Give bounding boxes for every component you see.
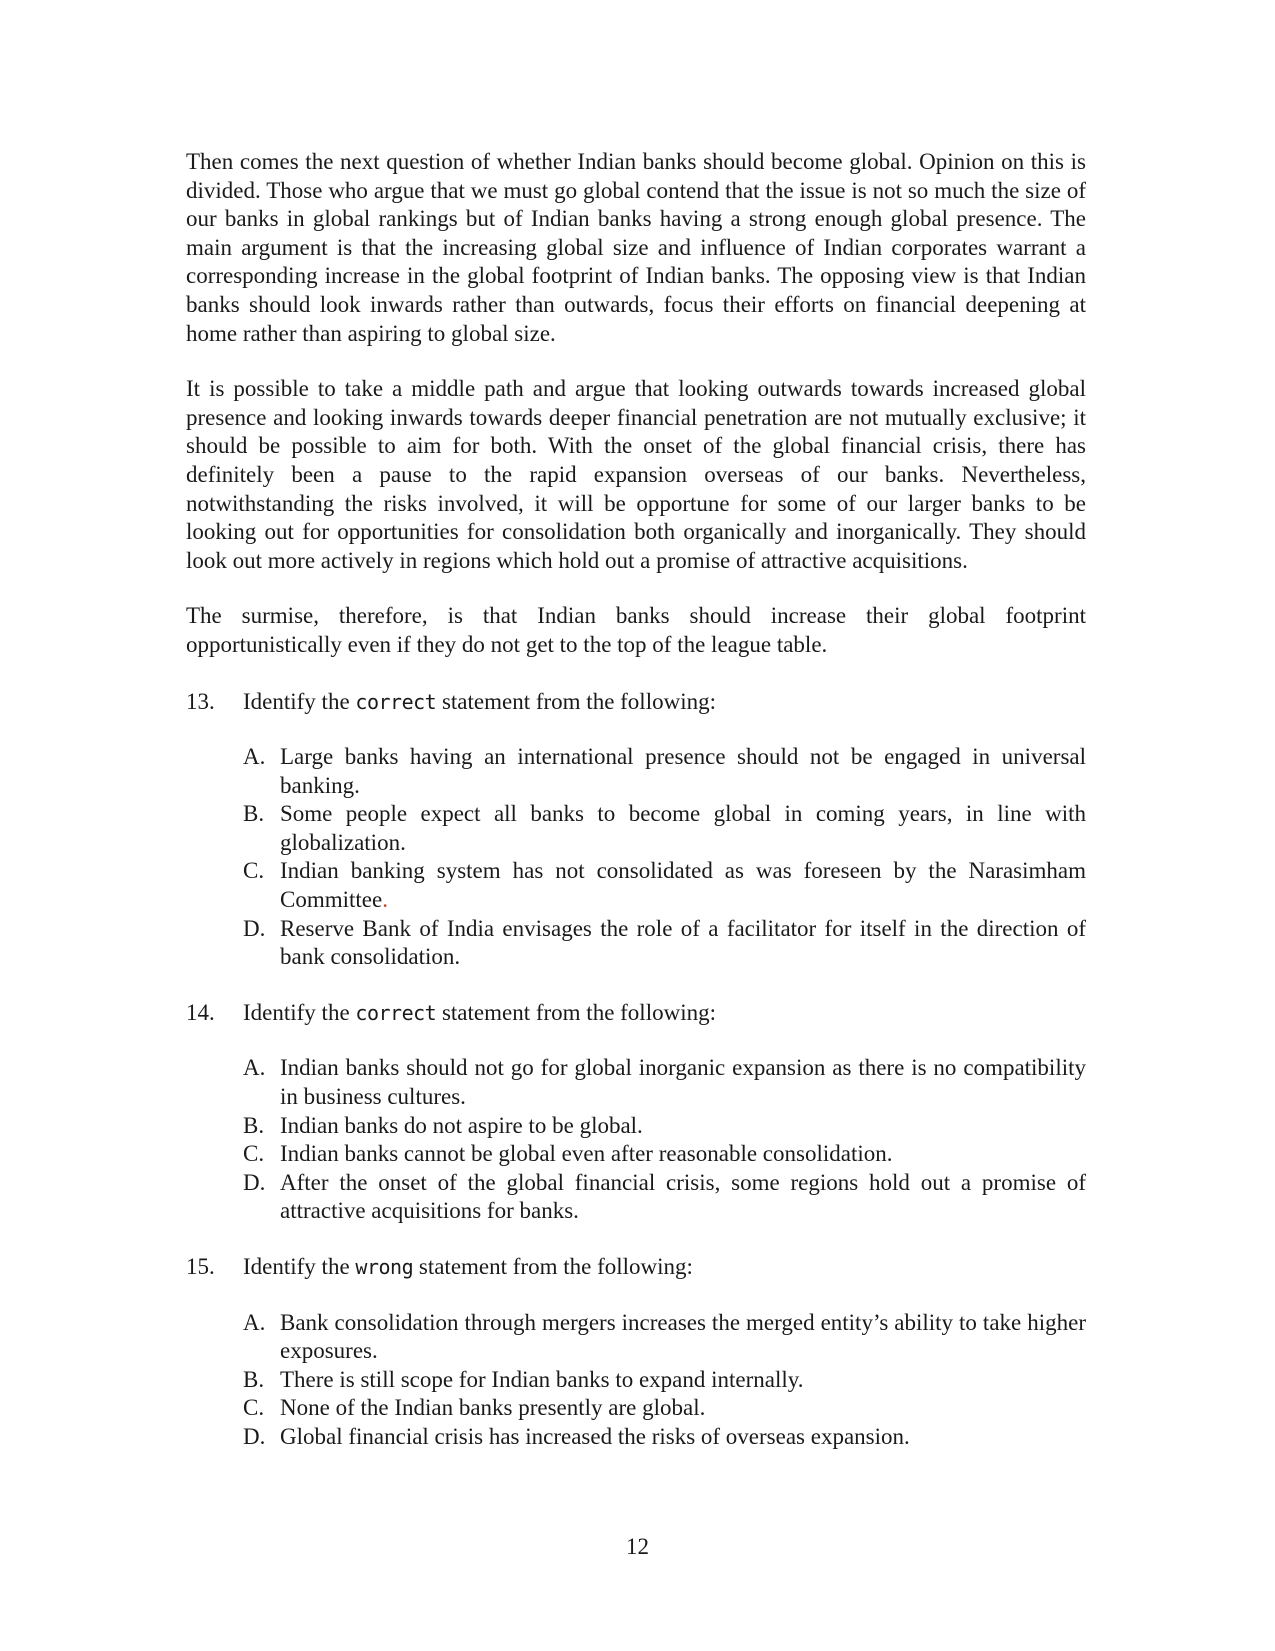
options-list xyxy=(243,1054,1086,1226)
option-a xyxy=(243,1309,1086,1366)
option-letter: B. xyxy=(243,1112,265,1138)
option-d xyxy=(243,1423,1086,1452)
option-letter: C. xyxy=(243,858,265,884)
option-text: After the onset of the global financial crisis, some regions hold out a promise of attractive acquisitions for banks. xyxy=(280,1169,1086,1224)
stem-prefix: Identify the xyxy=(243,999,350,1025)
option-c xyxy=(243,1140,1086,1169)
option-trailing-dot: . xyxy=(382,887,388,913)
option-letter: B. xyxy=(243,1366,265,1392)
question-text xyxy=(243,688,1086,717)
option-text: Indian banks do not aspire to be global. xyxy=(280,1112,643,1138)
option-letter: C. xyxy=(243,1141,265,1167)
options-list xyxy=(243,1309,1086,1452)
question-13 xyxy=(186,688,1086,972)
question-number: 15. xyxy=(186,1254,215,1279)
stem-suffix: statement from the following: xyxy=(418,1254,693,1279)
option-text: Large banks having an international presence should not be engaged in universal banking. xyxy=(280,744,1086,798)
question-number: 13. xyxy=(186,688,215,714)
option-d xyxy=(243,1169,1086,1226)
paragraph: Then comes the next question of whether Indian banks should become global. Opinion on this is divided. Those who argue that we must go global contend that the issue is not so much the size of our banks in global rankings but of Indian banks having a strong enough global presence. The main argument is that the increasing global size and influence of Indian corporates warrant a corresponding increase in the global footprint of Indian banks. The opposing view is that Indian banks should look inwards rather than outwards, focus their efforts on financial deepening at home rather than aspiring to global size. xyxy=(186,149,1086,346)
option-letter: D. xyxy=(243,1423,266,1449)
option-letter: D. xyxy=(243,1169,266,1195)
option-letter: A. xyxy=(243,1055,266,1081)
option-text: Indian banking system has not consolidated as was foreseen by the Narasimham Committee xyxy=(280,858,1086,913)
options-list xyxy=(243,743,1086,972)
option-text: Indian banks cannot be global even after reasonable consolidation. xyxy=(280,1141,893,1167)
question-text xyxy=(243,999,1086,1028)
option-text: Some people expect all banks to become global in coming years, in line with globalization. xyxy=(280,801,1086,855)
question-stem xyxy=(186,1253,1086,1282)
option-text: Indian banks should not go for global inorganic expansion as there is no compatibility in business cultures. xyxy=(280,1055,1086,1110)
option-letter: A. xyxy=(243,744,266,770)
stem-prefix: Identify the xyxy=(243,1254,350,1279)
option-text: Bank consolidation through mergers increases the merged entity’s ability to take higher exposures. xyxy=(280,1309,1086,1364)
option-b xyxy=(243,1366,1086,1395)
option-letter: A. xyxy=(243,1309,266,1335)
option-b xyxy=(243,800,1086,857)
stem-suffix: statement from the following: xyxy=(441,688,716,714)
paragraph: The surmise, therefore, is that Indian banks should increase their global footprint opportunistically even if they do not get to the top of the league table. xyxy=(186,603,1086,657)
question-14 xyxy=(186,999,1086,1226)
option-b xyxy=(243,1112,1086,1141)
option-text-wrapper xyxy=(280,857,1086,914)
question-stem xyxy=(186,688,1086,717)
option-text: Reserve Bank of India envisages the role of a facilitator for itself in the direction of bank consolidation. xyxy=(280,915,1086,970)
option-text: Global financial crisis has increased the risks of overseas expansion. xyxy=(280,1423,910,1449)
stem-prefix: Identify the xyxy=(243,688,350,714)
paragraph: It is possible to take a middle path and argue that looking outwards towards increased global presence and looking inwards towards deeper financial penetration are not mutually exclusive; it should be possible to aim for both. With the onset of the global financial crisis, there has definitely been a pause to the rapid expansion overseas of our banks. Nevertheless, notwithstanding the risks involved, it will be opportune for some of our larger banks to be looking out for opportunities for consolidation both organically and inorganically. They should look out more actively in regions which hold out a promise of attractive acquisitions. xyxy=(186,376,1086,573)
question-stem xyxy=(186,999,1086,1028)
option-c xyxy=(243,1394,1086,1423)
option-letter: B. xyxy=(243,801,265,827)
stem-keyword: correct xyxy=(355,689,437,714)
question-15 xyxy=(186,1253,1086,1452)
option-d xyxy=(243,915,1086,972)
option-c xyxy=(243,857,1086,914)
stem-keyword: wrong xyxy=(355,1255,414,1279)
stem-suffix: statement from the following: xyxy=(441,999,716,1025)
option-letter: D. xyxy=(243,915,266,941)
option-text: There is still scope for Indian banks to expand internally. xyxy=(280,1366,804,1392)
question-text xyxy=(243,1253,1086,1282)
option-letter: C. xyxy=(243,1395,265,1421)
option-text: None of the Indian banks presently are global. xyxy=(280,1395,706,1421)
document-page xyxy=(186,148,1086,1479)
page-number: 12 xyxy=(626,1534,649,1559)
stem-keyword: correct xyxy=(355,1000,437,1025)
option-a xyxy=(243,1054,1086,1111)
question-number: 14. xyxy=(186,999,215,1025)
option-a xyxy=(243,743,1086,800)
